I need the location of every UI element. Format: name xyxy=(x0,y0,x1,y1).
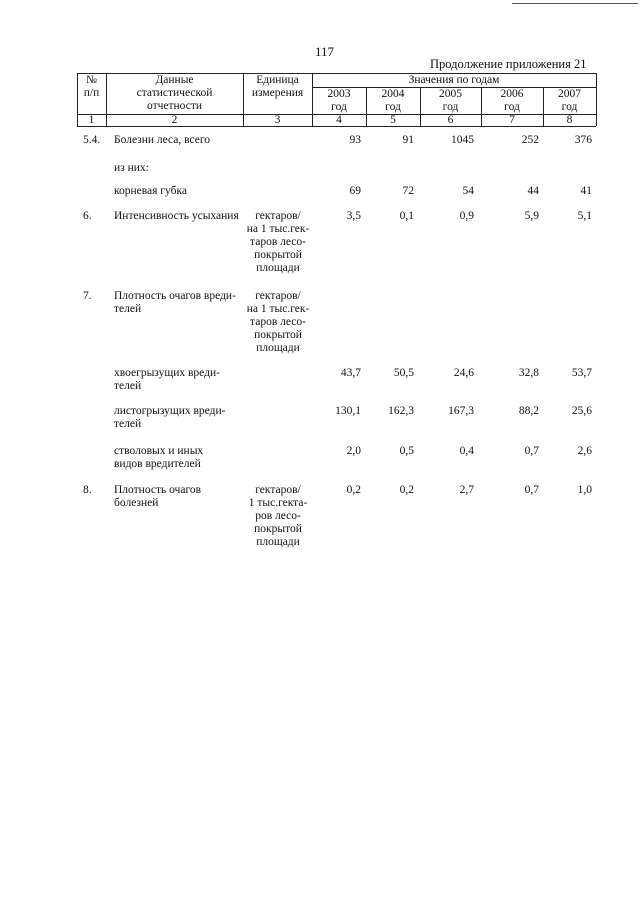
value-2006: 252 xyxy=(521,134,539,146)
header-vline xyxy=(596,73,597,126)
value-2004: 0,5 xyxy=(399,445,414,457)
value-2006: 44 xyxy=(527,185,539,197)
row-unit: гектаров/ на 1 тыс.гек- таров лесо- покрытой площади xyxy=(246,290,310,354)
header-year-2005: 2005 год xyxy=(439,88,462,113)
row-label: хвоегрызущих вреди- телей xyxy=(114,367,220,392)
col-number-8: 8 xyxy=(566,114,573,126)
value-2005: 167,3 xyxy=(448,405,474,417)
row-label: листогрызущих вреди- телей xyxy=(114,405,226,430)
value-2005: 0,9 xyxy=(459,210,474,222)
value-2007: 1,0 xyxy=(577,484,592,496)
row-number: 8. xyxy=(83,484,92,496)
header-col-data: Данные статистической отчетности xyxy=(136,74,213,112)
value-2004: 0,2 xyxy=(399,484,414,496)
value-2007: 53,7 xyxy=(571,367,592,379)
value-2004: 0,1 xyxy=(399,210,414,222)
value-2007: 5,1 xyxy=(577,210,592,222)
header-year-2006: 2006 год xyxy=(500,88,524,113)
row-label: Болезни леса, всего xyxy=(114,134,211,146)
value-2003: 130,1 xyxy=(335,405,361,417)
col-number-7: 7 xyxy=(509,114,515,126)
value-2006: 32,8 xyxy=(518,367,539,379)
value-2005: 0,4 xyxy=(459,445,474,457)
row-label: стволовых и иных видов вредителей xyxy=(114,445,204,470)
value-2005: 1045 xyxy=(451,134,474,146)
value-2005: 54 xyxy=(462,185,474,197)
value-2006: 5,9 xyxy=(524,210,539,222)
value-2004: 91 xyxy=(402,134,414,146)
page-number: 117 xyxy=(315,44,335,59)
row-label: из них: xyxy=(114,162,149,174)
header-year-2004: 2004 год xyxy=(381,88,405,113)
row-label: Интенсивность усыхания xyxy=(114,210,239,222)
col-number-2: 2 xyxy=(171,114,178,126)
value-2006: 88,2 xyxy=(518,405,539,417)
value-2007: 25,6 xyxy=(571,405,592,417)
value-2007: 2,6 xyxy=(577,445,592,457)
value-2003: 93 xyxy=(349,134,361,146)
row-unit: гектаров/ 1 тыс.гекта- ров лесо- покрытой площади xyxy=(248,484,308,548)
row-label: Плотность очагов вреди- телей xyxy=(114,290,236,315)
col-number-6: 6 xyxy=(447,114,454,126)
continuation-note: Продолжение приложения 21 xyxy=(430,57,587,71)
value-2003: 2,0 xyxy=(346,445,361,457)
top-rule xyxy=(512,3,638,4)
value-2005: 2,7 xyxy=(459,484,474,496)
header-col-values: Значения по годам xyxy=(408,74,500,86)
value-2006: 0,7 xyxy=(524,445,539,457)
col-number-1: 1 xyxy=(88,114,95,126)
value-2007: 376 xyxy=(574,134,592,146)
row-label: Плотность очагов болезней xyxy=(114,484,202,509)
row-number: 7. xyxy=(83,290,92,302)
value-2003: 69 xyxy=(349,185,361,197)
value-2005: 24,6 xyxy=(453,367,474,379)
row-label: корневая губка xyxy=(114,185,187,197)
col-number-5: 5 xyxy=(390,114,396,126)
col-number-3: 3 xyxy=(274,114,281,126)
value-2004: 50,5 xyxy=(393,367,414,379)
row-number: 6. xyxy=(83,210,92,222)
row-number: 5.4. xyxy=(83,134,101,146)
header-year-2007: 2007 год xyxy=(558,88,581,113)
header-col-number: № п/п xyxy=(83,74,100,99)
value-2006: 0,7 xyxy=(524,484,539,496)
value-2003: 0,2 xyxy=(346,484,361,496)
value-2003: 43,7 xyxy=(340,367,361,379)
value-2004: 162,3 xyxy=(388,405,414,417)
row-unit: гектаров/ на 1 тыс.гек- таров лесо- покрытой площади xyxy=(246,210,310,274)
col-number-4: 4 xyxy=(336,114,342,126)
value-2007: 41 xyxy=(580,185,592,197)
header-col-unit: Единица измерения xyxy=(251,74,304,99)
value-2004: 72 xyxy=(402,185,414,197)
header-year-2003: 2003 год xyxy=(327,88,351,113)
value-2003: 3,5 xyxy=(346,210,361,222)
